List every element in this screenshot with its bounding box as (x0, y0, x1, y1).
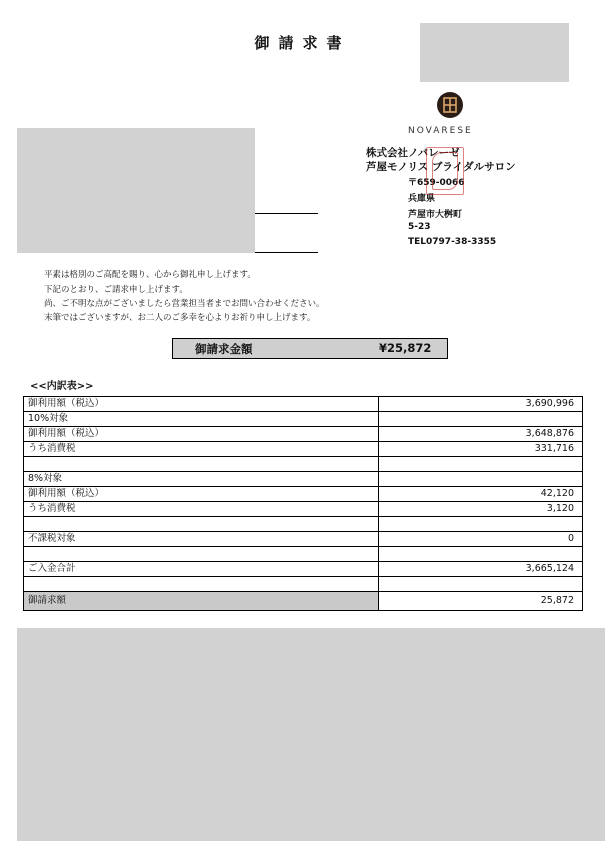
row-value: 0 (379, 532, 583, 547)
redacted-block-recipient (17, 128, 255, 253)
document-title: 御請求書 (254, 34, 351, 52)
row-label: 御請求額 (24, 592, 379, 611)
table-row (24, 487, 583, 502)
row-label: 御利用額（税込） (24, 427, 379, 442)
brand-wordmark: NOVARESE (408, 126, 473, 136)
row-label: ご入金合計 (24, 562, 379, 577)
row-value: 25,872 (379, 592, 583, 611)
recipient-underline (255, 252, 318, 253)
issuer-salon: 芦屋モノリス ブライダルサロン (366, 161, 516, 173)
issuer-city: 芦屋市大桝町 (408, 210, 463, 220)
breakdown-table (23, 396, 583, 611)
row-value (379, 577, 583, 592)
row-label: 10%対象 (24, 412, 379, 427)
row-value (379, 517, 583, 532)
table-row (24, 532, 583, 547)
row-label (24, 577, 379, 592)
row-value: 42,120 (379, 487, 583, 502)
redacted-block-bottom (17, 628, 605, 841)
table-row (24, 562, 583, 577)
row-value: 3,648,876 (379, 427, 583, 442)
row-label: うち消費税 (24, 502, 379, 517)
issuer-postal: 〒659-0066 (408, 178, 465, 188)
issuer-company: 株式会社ノバレーゼ (366, 147, 460, 159)
table-row (24, 547, 583, 562)
redacted-block-top-right (420, 23, 569, 82)
table-row-total (24, 592, 583, 611)
row-label (24, 547, 379, 562)
row-label (24, 517, 379, 532)
company-seal-stamp (426, 147, 464, 195)
row-label: 御利用額（税込） (24, 487, 379, 502)
row-value: 331,716 (379, 442, 583, 457)
table-row (24, 427, 583, 442)
row-label (24, 457, 379, 472)
issuer-prefecture: 兵庫県 (408, 194, 436, 204)
table-row (24, 517, 583, 532)
greeting-line: 尚、ご不明な点がございましたら営業担当者までお問い合わせください。 (44, 299, 325, 309)
greeting-line: 下記のとおり、ご請求申し上げます。 (44, 285, 188, 295)
row-label: 8%対象 (24, 472, 379, 487)
row-value (379, 547, 583, 562)
row-value: 3,690,996 (379, 397, 583, 412)
row-label: 御利用額（税込） (24, 397, 379, 412)
invoice-amount-label: 御請求金額 (195, 342, 253, 356)
recipient-underline (255, 213, 318, 214)
row-label: うち消費税 (24, 442, 379, 457)
table-row (24, 472, 583, 487)
table-row (24, 412, 583, 427)
table-row (24, 442, 583, 457)
greeting-line: 末筆ではございますが、お二人のご多幸を心よりお祈り申し上げます。 (44, 313, 316, 323)
table-row (24, 577, 583, 592)
greeting-line: 平素は格別のご高配を賜り、心から御礼申し上げます。 (44, 270, 256, 280)
breakdown-heading: <<内訳表>> (30, 381, 94, 392)
row-value (379, 457, 583, 472)
issuer-street: 5-23 (408, 222, 431, 232)
issuer-tel: TEL0797-38-3355 (408, 237, 497, 247)
table-row (24, 397, 583, 412)
row-value (379, 412, 583, 427)
row-value: 3,665,124 (379, 562, 583, 577)
table-row (24, 502, 583, 517)
invoice-amount-value: ¥25,872 (379, 341, 432, 355)
row-label: 不課税対象 (24, 532, 379, 547)
row-value: 3,120 (379, 502, 583, 517)
row-value (379, 472, 583, 487)
table-row (24, 457, 583, 472)
invoice-amount-box (172, 338, 448, 359)
company-logo-icon (437, 92, 463, 118)
